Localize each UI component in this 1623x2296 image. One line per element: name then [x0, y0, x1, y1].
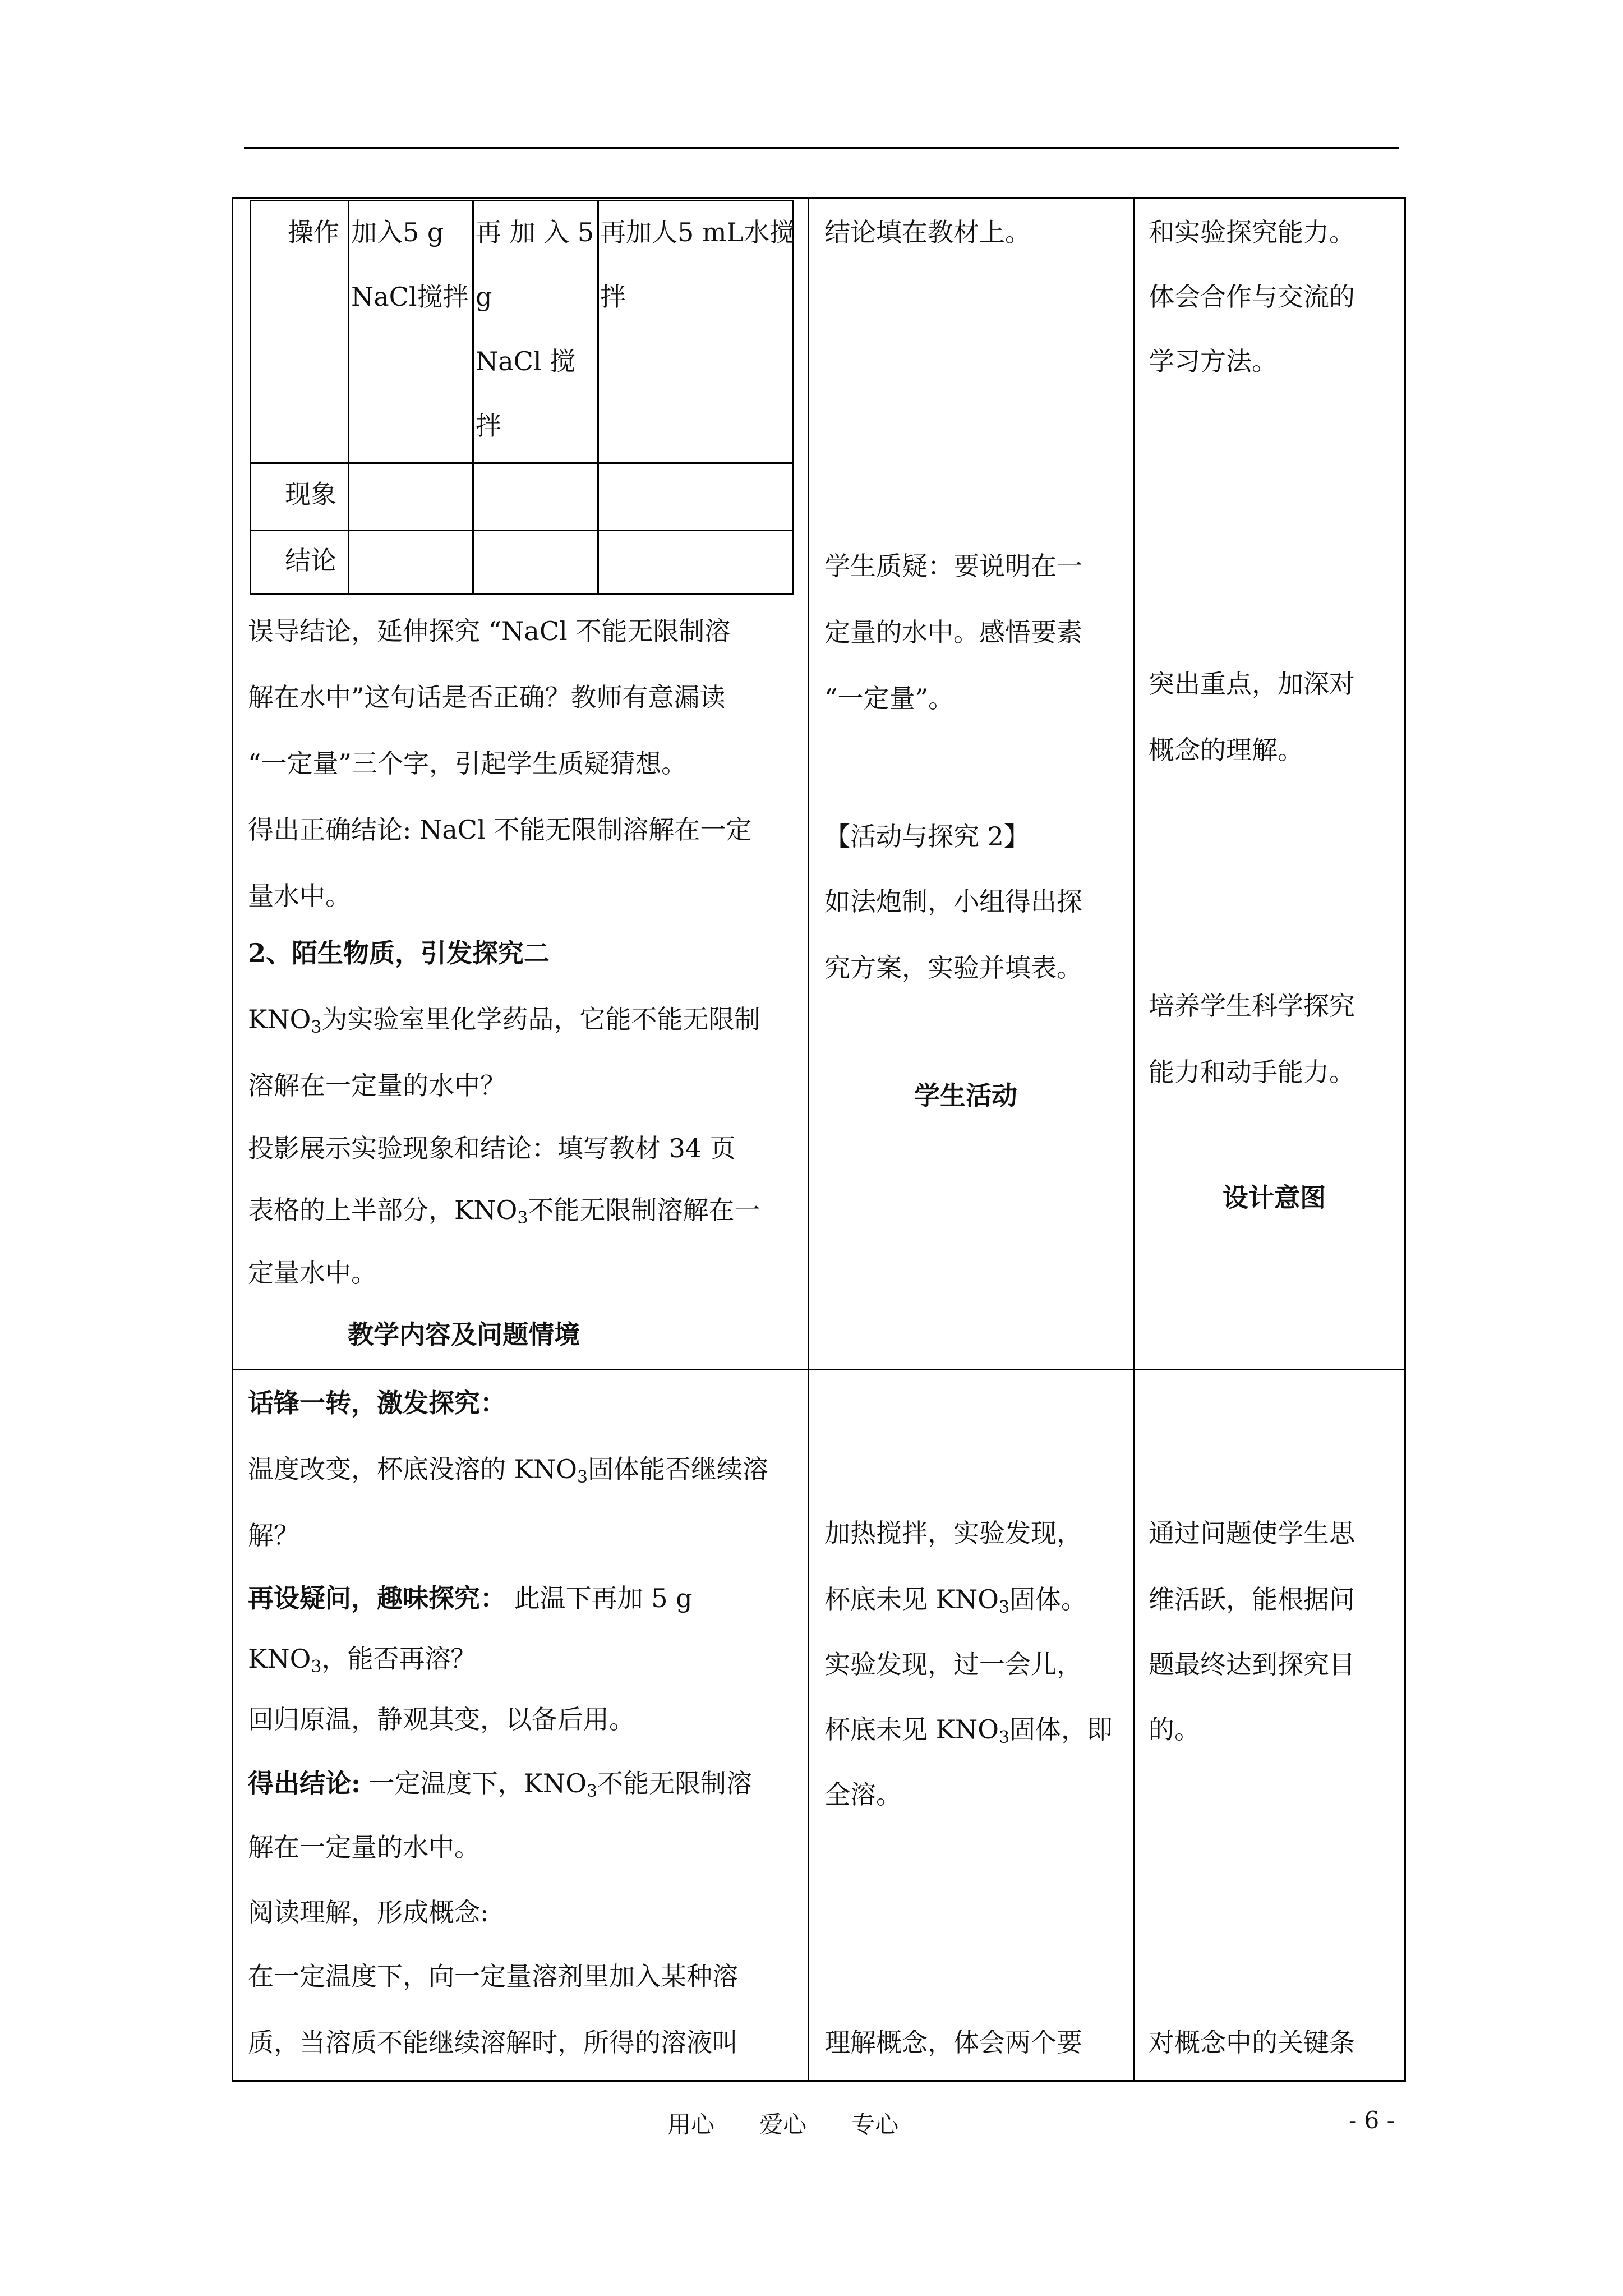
section-heading: 2、陌生物质，引发探究二: [248, 938, 550, 968]
text-line: 量水中。: [248, 881, 351, 911]
text-line: 投影展示实验现象和结论：填写教材 34 页: [248, 1133, 736, 1163]
text-line: 实验发现，过一会儿，: [824, 1649, 1082, 1680]
text-line: 学习方法。: [1149, 346, 1278, 376]
text-line: 的。: [1149, 1714, 1200, 1745]
text-line: $KNO_3$，能否再溶？: [248, 1644, 477, 1677]
text-line: 究方案，实验并填表。: [824, 953, 1082, 983]
footer-motto: 用心 爱心 专心: [667, 2111, 899, 2138]
text-line: 和实验探究能力。: [1149, 217, 1355, 247]
op1-line1: 加入5 g: [351, 217, 444, 247]
section-heading: 话锋一转，激发探究：: [248, 1388, 506, 1418]
text-line: 定量水中。: [248, 1258, 377, 1288]
text-line: $KNO_3$为实验室里化学药品，它能不能无限制: [248, 1004, 760, 1037]
text-line: “一定量”三个字，引起学生质疑猜想。: [248, 748, 688, 779]
text-line: 得出正确结论: NaCl 不能无限制溶解在一定: [248, 815, 752, 845]
column-divider-1: [808, 197, 809, 2082]
text-line: 质，当溶质不能继续溶解时，所得的溶液叫: [248, 2027, 738, 2058]
text-line: 培养学生科学探究: [1149, 991, 1355, 1021]
op2-line3: NaCl 搅: [476, 346, 576, 376]
text-line: 体会合作与交流的: [1149, 282, 1355, 312]
text-line: 杯底未见 $KNO_3$固体。: [824, 1584, 1087, 1617]
header-rule: [244, 147, 1399, 149]
text-line: 对概念中的关键条: [1149, 2027, 1355, 2058]
column-divider-2: [1133, 197, 1135, 2082]
row-label-operation: 操作: [288, 217, 339, 247]
text-line: 全溶。: [824, 1779, 902, 1810]
text-line: 阅读理解，形成概念:: [248, 1897, 489, 1927]
text-line: 题最终达到探究目: [1149, 1649, 1355, 1680]
op2-line4: 拌: [476, 411, 501, 441]
text-line: 表格的上半部分，$KNO_3$不能无限制溶解在一: [248, 1195, 760, 1228]
table-bottom-border: [232, 2080, 1406, 2082]
op2-line2: g: [476, 282, 492, 312]
text-line: 解？: [248, 1520, 299, 1550]
text-line: 溶解在一定量的水中？: [248, 1070, 506, 1101]
text-line: 得出结论: 一定温度下，$KNO_3$不能无限制溶: [248, 1768, 753, 1801]
text-line: 如法炮制，小组得出探: [824, 886, 1082, 917]
text-line: 概念的理解。: [1149, 735, 1303, 765]
column-footer-intent: 设计意图: [1223, 1182, 1326, 1213]
text-line: 定量的水中。感悟要素: [824, 617, 1082, 647]
text-line: 能力和动手能力。: [1149, 1057, 1355, 1087]
op2-line1: 再 加 入 5: [476, 217, 594, 247]
text-line: 理解概念，体会两个要: [824, 2027, 1082, 2058]
text-line: 在一定温度下，向一定量溶剂里加入某种溶: [248, 1961, 738, 1991]
op3-line1: 再加人5 mL水搅: [600, 217, 796, 247]
text-line: 突出重点，加深对: [1149, 669, 1355, 699]
text-line: 杯底未见 $KNO_3$固体，即: [824, 1714, 1113, 1747]
column-footer-content: 教学内容及问题情境: [348, 1319, 580, 1350]
text-line: 误导结论，延伸探究 “NaCl 不能无限制溶: [248, 616, 731, 646]
column-footer-activity: 学生活动: [914, 1080, 1017, 1111]
text-line: “一定量”。: [824, 683, 955, 714]
row-label-conclusion: 结论: [285, 545, 336, 576]
activity-heading: 【活动与探究 2】: [824, 821, 1030, 852]
op1-line2: NaCl搅拌: [351, 282, 469, 312]
text-line: 加热搅拌，实验发现，: [824, 1518, 1082, 1548]
text-line: 解在水中”这句话是否正确？教师有意漏读: [248, 682, 726, 712]
text-line: 维活跃，能根据问: [1149, 1584, 1355, 1614]
text-line: 通过问题使学生思: [1149, 1518, 1355, 1548]
row-label-phenomenon: 现象: [285, 479, 336, 509]
experiment-table: [250, 200, 794, 595]
text-line: 再设疑问，趣味探究： 此温下再加 5 g: [248, 1583, 693, 1613]
text-line: 温度改变，杯底没溶的 $KNO_3$固体能否继续溶: [248, 1454, 769, 1487]
page-number: - 6 -: [1349, 2106, 1395, 2134]
text-line: 学生质疑：要说明在一: [824, 551, 1082, 581]
text-line: 解在一定量的水中。: [248, 1832, 480, 1862]
text-line: 结论填在教材上。: [824, 217, 1031, 247]
op3-line2: 拌: [600, 282, 626, 312]
text-line: 回归原温，静观其变，以备后用。: [248, 1704, 635, 1734]
